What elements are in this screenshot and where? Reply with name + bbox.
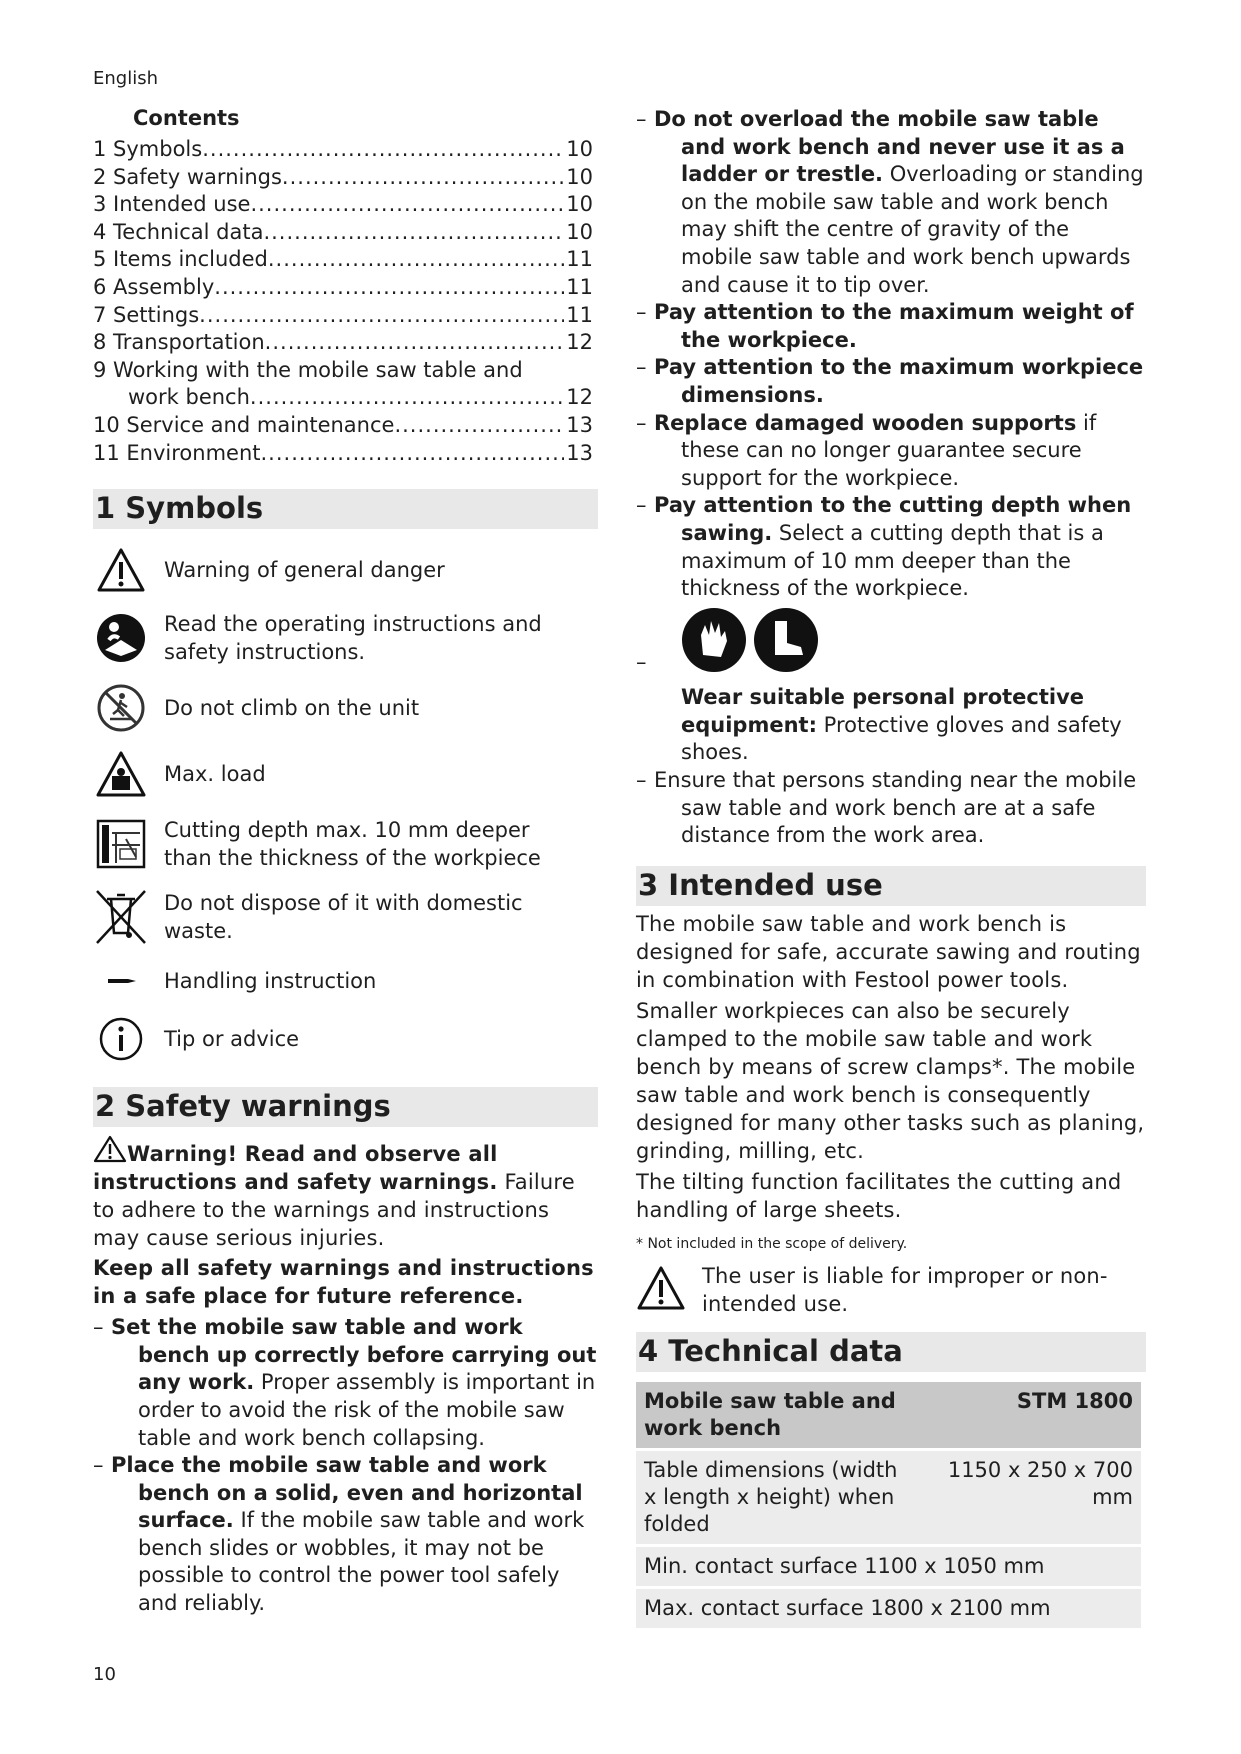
safety-bullet: – Replace damaged wooden supports if these can no longer guarantee secure support for the workpiece. — [636, 410, 1097, 490]
table-row: Table dimensions (width x length x height) when folded 1150 x 250 x 700 mm — [636, 1449, 1141, 1545]
section-heading-intended-use: 3 Intended use — [636, 866, 1146, 906]
keep-instructions-text: Keep all safety warnings and instructions in a safe place for future reference. — [93, 1256, 594, 1309]
toc-title: Contents — [133, 106, 240, 130]
symbol-row — [93, 675, 598, 741]
warning-triangle-icon — [93, 542, 149, 598]
table-header-row: Mobile saw table and work bench STM 1800 — [636, 1382, 1141, 1450]
no-climbing-icon — [93, 680, 149, 736]
warning-triangle-icon — [636, 1265, 690, 1315]
symbol-text: Cutting depth max. 10 mm deeper than the thickness of the workpiece — [164, 818, 541, 871]
toc-item[interactable]: 1 Symbols ..... 10 — [93, 136, 593, 164]
safety-bullets-left — [93, 1314, 598, 1618]
technical-data-table — [636, 1382, 1141, 1628]
toc-item[interactable]: 5 Items included ..... 11 — [93, 246, 593, 274]
intended-use-p2: Smaller workpieces can also be securely clamped to the mobile saw table and work bench by means of screw clamps*. The mobile saw table and work bench is consequently designed for many other tasks such as planing, grinding, milling, etc. — [636, 998, 1145, 1163]
symbol-row — [93, 807, 598, 881]
safety-shoes-icon — [753, 607, 819, 681]
cutting-depth-icon — [93, 816, 149, 872]
toc-item[interactable]: 8 Transportation ..... 12 — [93, 329, 593, 357]
crossed-bin-icon — [93, 889, 149, 945]
toc-item[interactable]: 6 Assembly ..... 11 — [93, 274, 593, 302]
toc-item[interactable]: 9 Working with the mobile saw table and — [93, 357, 523, 382]
symbol-text: Warning of general danger — [164, 558, 445, 583]
info-icon — [93, 1011, 149, 1067]
toc-item[interactable]: 3 Intended use ..... 10 — [93, 191, 593, 219]
symbol-row — [93, 741, 598, 807]
symbol-text: Tip or advice — [164, 1027, 300, 1052]
warning-triangle-icon — [93, 1142, 127, 1166]
symbol-row — [93, 953, 598, 1009]
toc-item[interactable]: 10 Service and maintenance ..... 13 — [93, 412, 593, 440]
table-row: Max. contact surface 1800 x 2100 mm — [636, 1587, 1141, 1628]
toc-item[interactable]: 7 Settings ..... 11 — [93, 302, 593, 330]
intended-use-p1: The mobile saw table and work bench is designed for safe, accurate sawing and routing in combination with Festool power tools. — [636, 911, 1141, 992]
left-column — [93, 106, 598, 1618]
safety-bullet: – Pay attention to the cutting depth when sawing. Select a cutting depth that is a maximum of 10 mm deeper than the thickness of the workpiece. — [636, 493, 1132, 601]
section-heading-technical-data: 4 Technical data — [636, 1332, 1146, 1372]
symbols-list — [93, 539, 598, 1069]
liability-note: The user is liable for improper or non-intended use. — [636, 1262, 1146, 1318]
safety-bullet: – Place the mobile saw table and work bench on a solid, even and horizontal surface. If the mobile saw table and work bench slides or wobbles, it may not be possible to control the power tool safely and reliably. — [93, 1453, 585, 1616]
toc-item[interactable]: 11 Environment ..... 13 — [93, 440, 593, 468]
symbol-text: Do not climb on the unit — [164, 696, 420, 721]
handling-arrow-icon — [93, 953, 149, 1009]
symbol-text: Do not dispose of it with domestic waste. — [164, 891, 523, 944]
symbol-row — [93, 539, 598, 601]
symbol-text: Read the operating instructions and safety instructions. — [164, 612, 542, 665]
safety-bullet: – Ensure that persons standing near the mobile saw table and work bench are at a safe distance from the work area. — [636, 768, 1137, 848]
page-number: 10 — [93, 1664, 116, 1685]
toc-item[interactable]: 4 Technical data ..... 10 — [93, 219, 593, 247]
symbol-text: Handling instruction — [164, 969, 377, 994]
toc-item[interactable]: 2 Safety warnings ..... 10 — [93, 164, 593, 192]
safety-bullets-right — [636, 106, 1146, 850]
max-load-icon — [93, 746, 149, 802]
table-of-contents — [93, 136, 598, 467]
safety-bullet: – Do not overload the mobile saw table and work bench and never use it as a ladder or trestle. Overloading or standing on the mobile saw table and work bench may shift the centre of gravity of the mobile saw table and work bench upwards and cause it to tip over. — [636, 107, 1144, 297]
symbol-row — [93, 601, 598, 675]
safety-bullet: – Pay attention to the maximum weight of the workpiece. — [636, 300, 1134, 352]
gloves-icon — [681, 607, 747, 681]
language-label: English — [93, 68, 158, 89]
ppe-bullet: – Wear suitable personal protective equipment: Protective gloves and safety shoes. — [636, 607, 1146, 767]
safety-bullet: – Set the mobile saw table and work bench up correctly before carrying out any work. Proper assembly is important in order to avoid the risk of the mobile saw table and work bench collapsing. — [93, 1315, 597, 1450]
section-heading-symbols: 1 Symbols — [93, 489, 598, 529]
toc-item-continued[interactable]: work bench ..... 12 — [93, 384, 593, 412]
symbol-row — [93, 881, 598, 953]
table-row: Min. contact surface 1100 x 1050 mm — [636, 1545, 1141, 1587]
read-instructions-icon — [93, 610, 149, 666]
symbol-row — [93, 1009, 598, 1069]
footnote: * Not included in the scope of delivery. — [636, 1235, 908, 1252]
section-heading-safety: 2 Safety warnings — [93, 1087, 598, 1127]
safety-bullet: – Pay attention to the maximum workpiece dimensions. — [636, 355, 1144, 407]
intended-use-p3: The tilting function facilitates the cutting and handling of large sheets. — [636, 1169, 1122, 1222]
symbol-text: Max. load — [164, 762, 266, 787]
safety-warning-paragraph: Warning! Read and observe all instructions and safety warnings. Failure to adhere to the warnings and instructions may cause serious injuries. — [93, 1135, 598, 1252]
right-column — [636, 106, 1146, 1628]
